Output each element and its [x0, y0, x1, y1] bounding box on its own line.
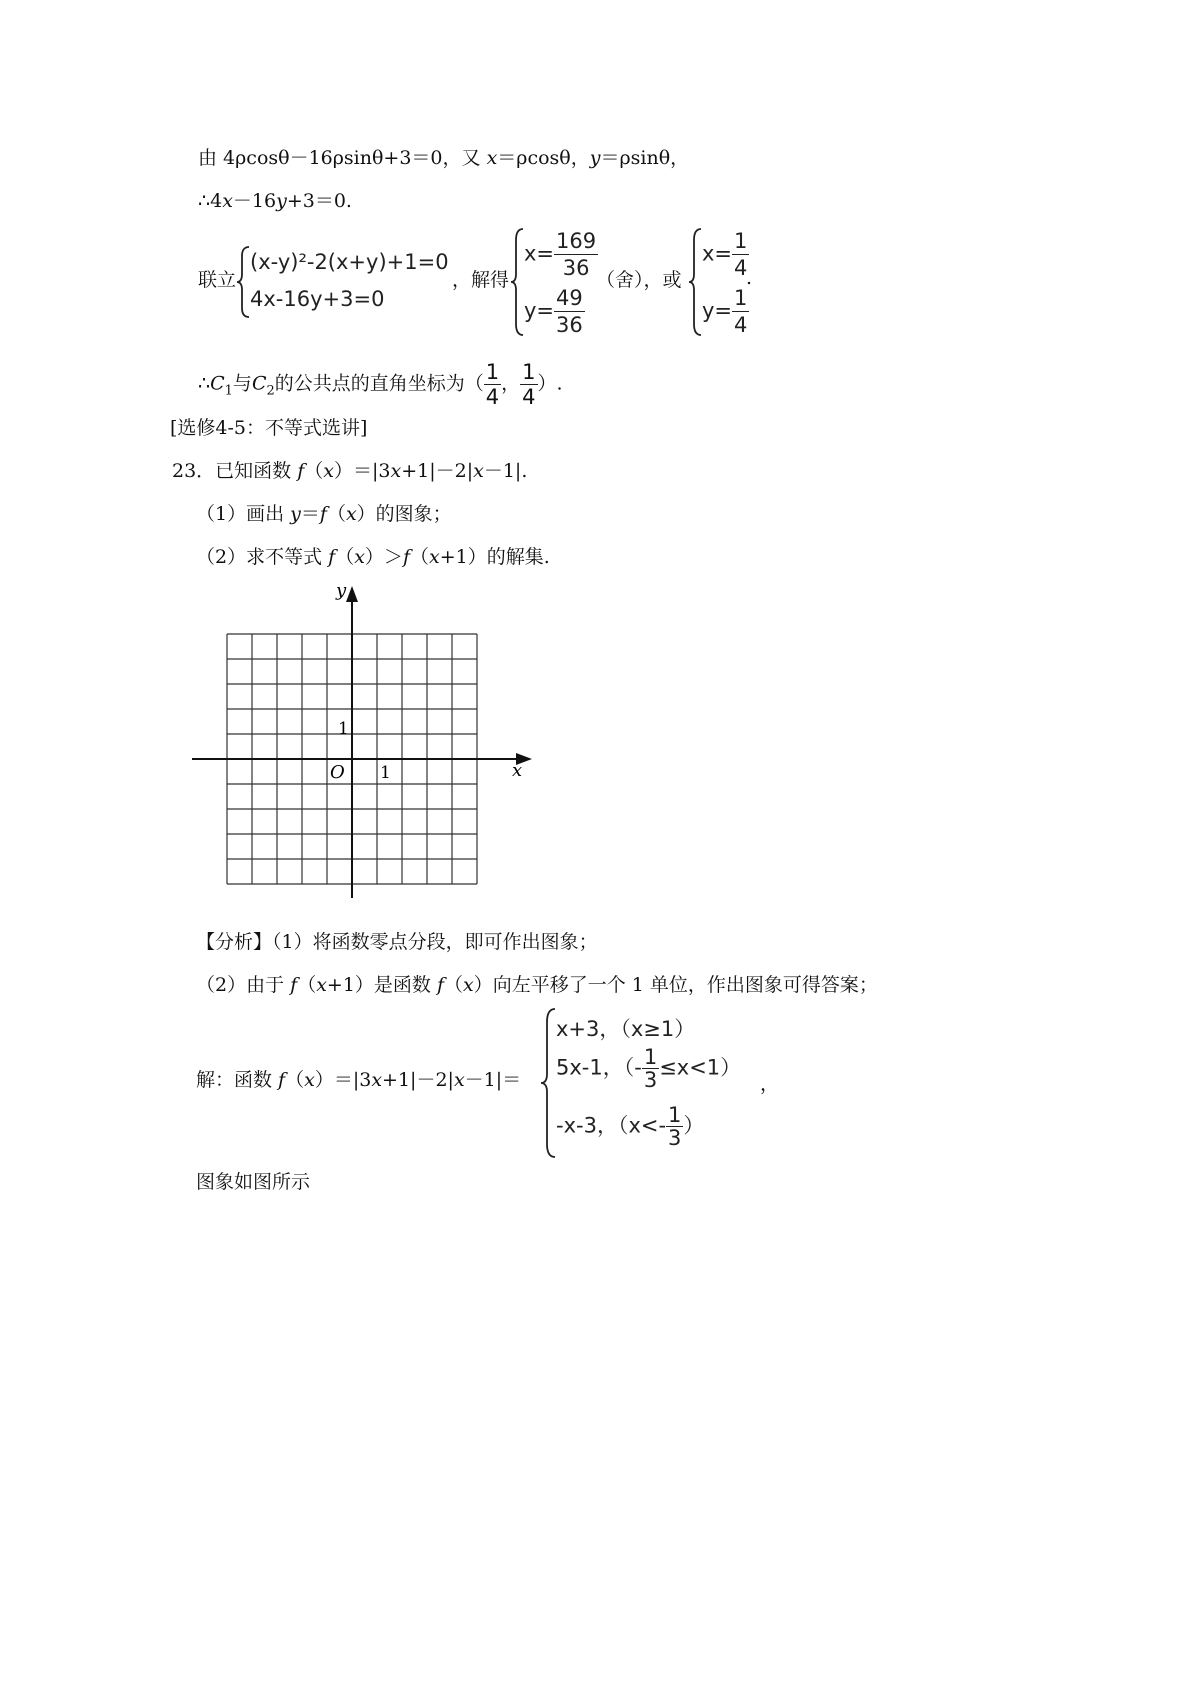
question-part-1: [196, 502, 452, 526]
text: （2）由于: [196, 974, 291, 996]
numerator: 1: [643, 1045, 658, 1069]
var-x: x: [453, 1069, 465, 1091]
x-tick-label: 1: [380, 763, 391, 783]
denominator: 36: [556, 313, 583, 337]
question-part-2: [196, 545, 550, 569]
text: +3＝0.: [286, 190, 352, 212]
denominator: 4: [734, 313, 748, 337]
var-x: x: [316, 974, 327, 996]
var-x: x: [390, 460, 402, 482]
text: －1|.: [483, 460, 528, 482]
var-x: x: [371, 1069, 383, 1091]
var-f: f: [290, 974, 298, 996]
var-f: f: [297, 460, 305, 482]
text: 解：函数: [196, 1069, 279, 1091]
var-x: x: [304, 1069, 315, 1091]
line-polar-equation: [198, 146, 689, 170]
text: －1|＝: [464, 1069, 522, 1091]
var-y: y: [589, 147, 601, 169]
text: ）向左平移了一个 1 单位，作出图象可得答案；: [473, 974, 878, 996]
denominator: 3: [668, 1126, 682, 1150]
analysis-line-2: [196, 973, 878, 997]
left-brace-icon: [540, 1008, 556, 1158]
var-x: x: [463, 974, 474, 996]
text: ）＞: [364, 546, 403, 568]
figure-note: 图象如图所示: [196, 1171, 311, 1193]
solution2-y: [702, 285, 749, 338]
var-c: C: [210, 372, 225, 395]
var-x: x: [473, 460, 484, 482]
fraction: [554, 285, 585, 338]
text: ≤x<1）: [659, 1055, 742, 1080]
text: 的公共点的直角坐标为（: [274, 372, 484, 395]
text: 由 4ρcosθ－16ρsinθ+3＝0，又: [198, 147, 487, 169]
var-x: x: [345, 503, 357, 525]
text: ）＝|3: [334, 460, 391, 482]
system-eq2: 4x-16y+3=0: [250, 287, 385, 311]
var-x: x: [486, 147, 498, 169]
text: ∴4: [198, 190, 223, 212]
question-23: [172, 459, 527, 483]
coordinate-grid: [180, 578, 540, 908]
text: +1|－2|: [382, 1069, 454, 1091]
numerator: 169: [556, 229, 597, 253]
text: ）: [683, 1113, 705, 1138]
system-mid: ，解得: [452, 269, 510, 291]
denominator: 3: [643, 1068, 658, 1092]
conclusion-line: [198, 360, 563, 409]
text: x=: [524, 241, 555, 266]
fraction: [484, 360, 501, 409]
text: ＝ρsinθ，: [600, 147, 690, 169]
left-brace-icon: [236, 246, 250, 318]
reject-text: （舍），或: [596, 269, 682, 291]
var-f: f: [278, 1069, 286, 1091]
text: （: [409, 546, 429, 568]
text: （2）求不等式: [196, 546, 329, 568]
text: 23．已知函数: [172, 460, 298, 482]
text: （: [304, 460, 324, 482]
solution2-x: [702, 228, 749, 281]
text: y=: [702, 298, 733, 323]
text: （: [297, 974, 317, 996]
text: ，: [501, 372, 521, 395]
text: （: [326, 503, 346, 525]
solution1-x: [524, 228, 598, 281]
numerator: 1: [734, 286, 748, 310]
denominator: 4: [485, 385, 500, 409]
analysis-line-1: 【分析】（1）将函数零点分段，即可作出图象；: [196, 931, 598, 953]
subscript: 1: [224, 383, 233, 399]
text: －16: [232, 190, 277, 212]
section-header: [选修4-5：不等式选讲]: [170, 417, 368, 439]
left-brace-icon: [688, 228, 702, 336]
text: ）.: [537, 372, 563, 395]
var-x: x: [429, 546, 440, 568]
fraction: [732, 285, 749, 338]
text: ）的图象；: [356, 503, 452, 525]
fraction: [520, 360, 537, 409]
var-c: C: [251, 372, 267, 395]
system-end: .: [746, 267, 753, 289]
system-eq1: (x-y)²-2(x+y)+1=0: [250, 250, 449, 274]
denominator: 36: [562, 256, 590, 280]
var-f: f: [319, 503, 327, 525]
text: ∴: [198, 372, 211, 395]
denominator: 4: [734, 256, 748, 280]
y-axis-arrow-icon: [346, 586, 358, 602]
y-axis-label: y: [336, 580, 347, 601]
y-tick-label: 1: [338, 719, 349, 739]
text: 与: [232, 372, 252, 395]
text: ＝ρcosθ，: [497, 147, 590, 169]
text: 5x-1，（-: [556, 1055, 642, 1080]
piecewise-case-1: x+3，（x≥1）: [556, 1017, 696, 1041]
subscript: 2: [266, 383, 275, 399]
fraction: [554, 228, 598, 281]
solution1-y: [524, 285, 585, 338]
var-f: f: [328, 546, 336, 568]
numerator: 49: [556, 286, 583, 310]
numerator: 1: [668, 1103, 682, 1127]
var-x: x: [323, 460, 334, 482]
var-y: y: [276, 190, 287, 212]
text: +1）的解集.: [439, 546, 550, 568]
fraction: [642, 1046, 659, 1091]
text: y=: [524, 298, 555, 323]
text: x=: [702, 241, 733, 266]
text: ＝: [300, 503, 320, 525]
denominator: 4: [522, 385, 536, 409]
system-prefix: 联立: [198, 269, 237, 291]
solution-end: ，: [760, 1073, 780, 1095]
fraction: [666, 1104, 683, 1149]
piecewise-case-3: [556, 1104, 704, 1149]
numerator: 1: [485, 360, 500, 384]
left-brace-icon: [510, 228, 524, 336]
var-f: f: [436, 974, 445, 996]
origin-label: O: [330, 762, 345, 783]
var-y: y: [290, 503, 301, 525]
x-axis-label: x: [512, 760, 523, 781]
text: （: [285, 1069, 305, 1091]
piecewise-case-2: [556, 1046, 741, 1091]
text: （1）画出: [196, 503, 291, 525]
var-x: x: [222, 190, 233, 212]
text: +1|－2|: [401, 460, 474, 482]
text: +1）是函数: [326, 974, 437, 996]
var-f: f: [402, 546, 410, 568]
text: -x-3，（x<-: [556, 1113, 667, 1138]
solution-line: [196, 1068, 521, 1092]
text: ）＝|3: [314, 1069, 372, 1091]
line-cartesian-equation: [198, 189, 352, 213]
var-x: x: [354, 546, 365, 568]
text: （: [335, 546, 355, 568]
numerator: 1: [522, 360, 536, 384]
numerator: 1: [734, 229, 748, 253]
text: （: [444, 974, 464, 996]
